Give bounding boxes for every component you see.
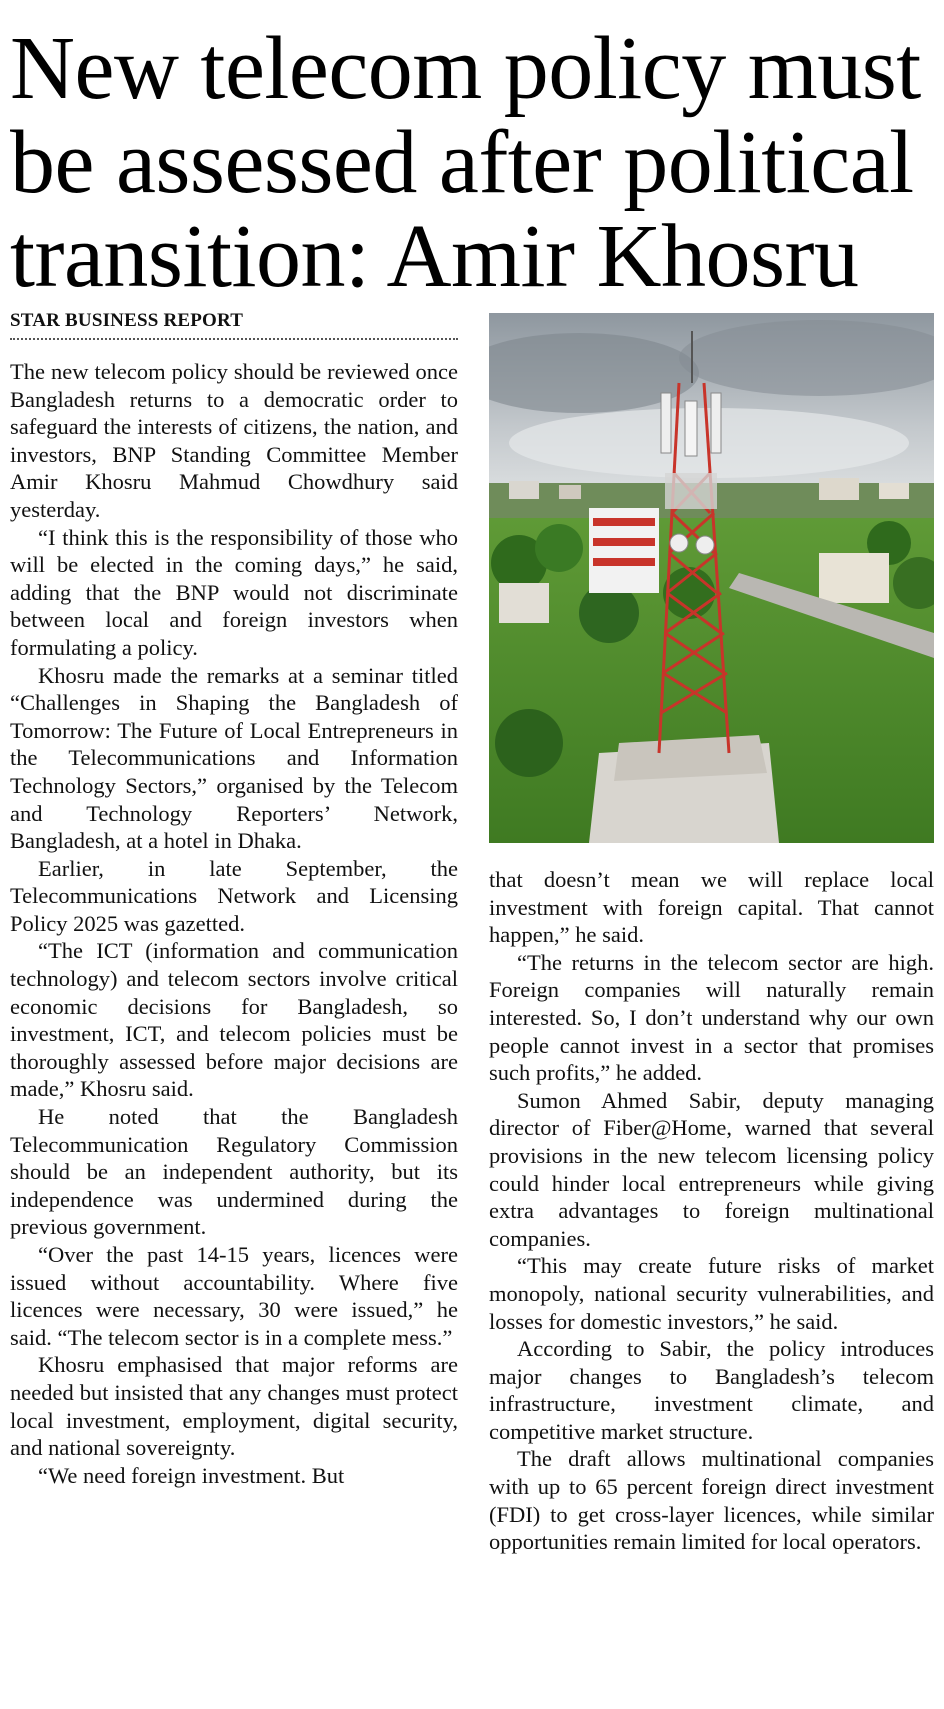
paragraph: The draft allows multinational companies with up to 65 percent foreign direct investment (FDI) to get cross-layer licences, while similar opportunities remain limited for local operators. xyxy=(489,1446,934,1555)
paragraph: Earlier, in late September, the Telecommunications Network and Licensing Policy 2025 was gazetted. xyxy=(10,855,458,936)
paragraph: Khosru emphasised that major reforms are needed but insisted that any changes must protect local investment, employment, digital security, and national sovereignty. xyxy=(10,1352,458,1461)
article-column-right xyxy=(489,866,934,1556)
telecom-tower-photo xyxy=(489,313,934,843)
paragraph: “The returns in the telecom sector are high. Foreign companies will naturally remain interested. So, I don’t understand why our own people cannot invest in a sector that promises such profits,” he added. xyxy=(489,949,934,1086)
paragraph: Khosru made the remarks at a seminar titled “Challenges in Shaping the Bangladesh of Tomorrow: The Future of Local Entrepreneurs in the Telecommunications and Information Technology Sectors,” organised by the Telecom and Technology Reporters’ Network, Bangladesh, at a hotel in Dhaka. xyxy=(10,662,458,854)
paragraph: “The ICT (information and communication technology) and telecom sectors involve critical economic decisions for Bangladesh, so investment, ICT, and telecom policies must be thoroughly assessed before major decisions are made,” Khosru said. xyxy=(10,938,458,1102)
paragraph: “I think this is the responsibility of those who will be elected in the coming days,” he said, adding that the BNP would not discriminate between local and foreign investors when formulating a policy. xyxy=(10,524,458,660)
paragraph: that doesn’t mean we will replace local investment with foreign capital. That cannot happen,” he said. xyxy=(489,867,934,948)
article-column-left xyxy=(10,358,458,1489)
paragraph: The new telecom policy should be reviewed once Bangladesh returns to a democratic order to safeguard the interests of citizens, the nation, and investors, BNP Standing Committee Member Amir Khosru Mahmud Chowdhury said yesterday. xyxy=(10,359,458,522)
paragraph: “This may create future risks of market monopoly, national security vulnerabilities, and losses for domestic investors,” he said. xyxy=(489,1253,934,1334)
paragraph: “We need foreign investment. But xyxy=(38,1462,345,1488)
paragraph: He noted that the Bangladesh Telecommunication Regulatory Commission should be an independent authority, but its independence was undermined during the previous government. xyxy=(10,1104,458,1240)
headline: New telecom policy must be assessed after political transition: Amir Khosru xyxy=(10,19,921,306)
paragraph: “Over the past 14-15 years, licences were issued without accountability. Where five licences were necessary, 30 were issued,” he said. “The telecom sector is in a complete mess.” xyxy=(10,1242,458,1350)
byline: STAR BUSINESS REPORT xyxy=(10,310,458,340)
paragraph: Sumon Ahmed Sabir, deputy managing director of Fiber@Home, warned that several provisions in the new telecom licensing policy could hinder local entrepreneurs while giving extra advantages to foreign multinational companies. xyxy=(489,1087,934,1251)
paragraph: According to Sabir, the policy introduces major changes to Bangladesh’s telecom infrastructure, investment climate, and competitive market structure. xyxy=(489,1336,934,1444)
